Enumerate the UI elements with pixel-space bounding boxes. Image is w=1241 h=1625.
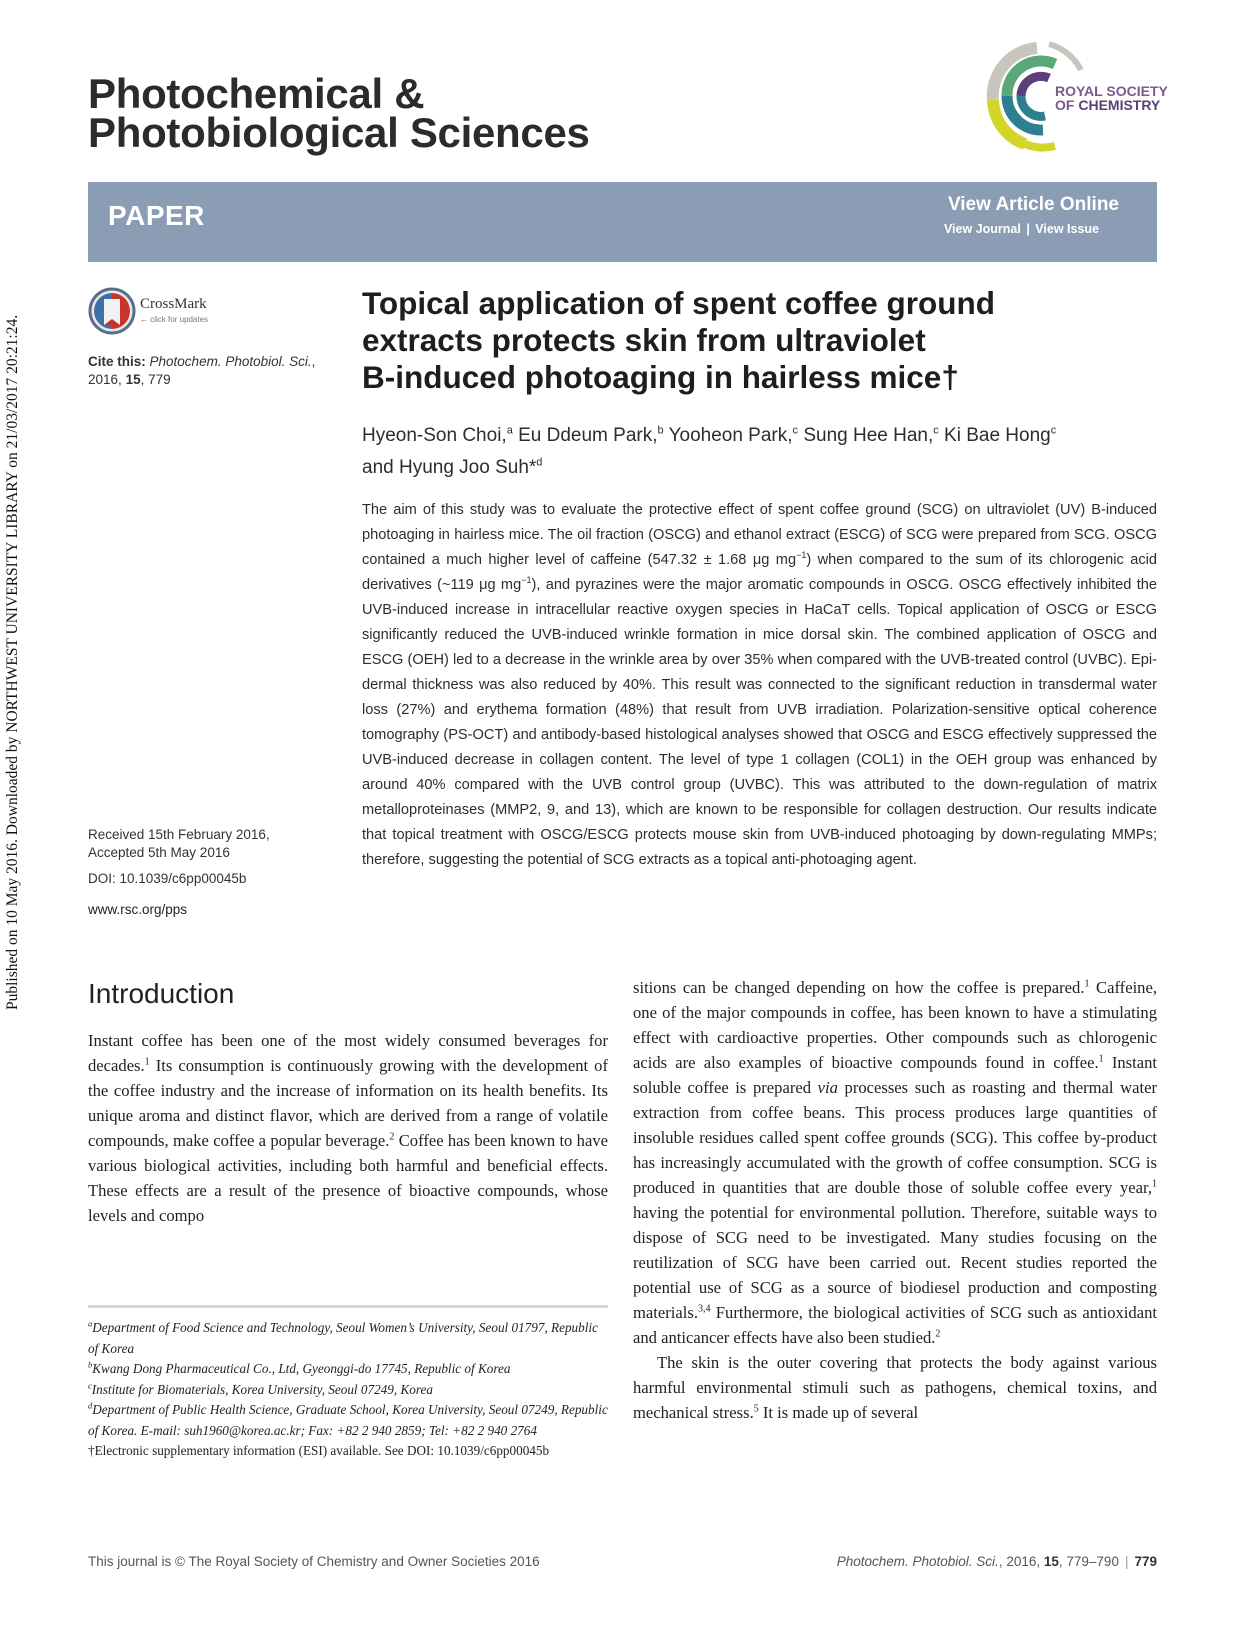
abstract-text-2: ) when compared to the sum of its chlorogenic acid derivatives (~119 μg mg — [362, 552, 1157, 593]
rsc-line-2 — [1055, 98, 1168, 112]
footnote-a: $^a$Department of Food Science and Technology, Seoul Women’s University, Seoul 01797, Republic of Korea — [88, 1318, 598, 1356]
abstract-sup-2: −1 — [521, 575, 532, 586]
rsc-line-1: ROYAL SOCIETY — [1055, 83, 1168, 99]
abstract — [362, 498, 1157, 873]
rsc-logo-text — [1055, 84, 1168, 112]
footer-year: , 2016, — [998, 1554, 1044, 1569]
view-journal-link[interactable]: View Journal — [943, 222, 1021, 236]
ref-link[interactable]: 1 — [1084, 978, 1090, 990]
author-5[interactable]: Ki Bae Hong$^c$ — [944, 425, 1057, 447]
view-links-separator: | — [1026, 222, 1030, 236]
abstract-sup-1: −1 — [796, 550, 807, 561]
footer-separator: | — [1124, 1554, 1129, 1569]
author-list — [362, 418, 1152, 481]
author-6[interactable]: and Hyung Joo Suh*$^d$ — [362, 456, 543, 478]
journal-title — [88, 70, 590, 156]
ref-link[interactable]: 2 — [935, 1328, 941, 1340]
article-title-line-2: extracts protects skin from ultraviolet — [362, 322, 926, 358]
download-stamp: Published on 10 May 2016. Downloaded by NORTHWEST UNIVERSITY LIBRARY on 21/03/2017 20:21:24. — [4, 314, 21, 1010]
footer-journal: Photochem. Photobiol. Sci. — [836, 1554, 999, 1569]
footer-volume: 15 — [1043, 1554, 1059, 1569]
affiliation-footnotes — [88, 1318, 608, 1462]
ref-link[interactable]: 1 — [144, 1056, 150, 1068]
intro-right-column — [633, 975, 1157, 1425]
cite-year: 2016, — [88, 372, 122, 387]
view-article-online-link[interactable]: View Article Online — [947, 194, 1119, 215]
ref-link[interactable]: 1 — [1152, 1178, 1157, 1190]
footnote-c: $^c$Institute for Biomaterials, Korea University, Seoul 07249, Korea — [88, 1380, 433, 1397]
footnote-divider — [88, 1305, 608, 1308]
intro-paragraph-1-cont: sitions can be changed depending on how the coffee is prepared.$^1$ Caffeine, one of the major compounds in coffee, has been known to have a stimulating effect with cardioactive properties. Other compounds such as chlorogenic acids are also examples of bioactive compounds found in coffee.$^1$ Instant soluble coffee is prepared via processes such as roasting and thermal water extraction from coffee beans. This process produces large quantities of insoluble residues called spent coffee grounds (SCG). This coffee by-product has increasingly accumulated with the growth of coffee consumption. SCG is produced in quantities that are double those of soluble coffee every year,$^1$ having the potential for environmental pollution. Therefore, suitable ways to dispose of SCG need to be investigated. Many studies focusing on the reutilization of SCG have been carried out. Recent studies reported the potential use of SCG as a source of biodiesel production and composting materials.$^{3,4}$ Furthermore, the biological activities of SCG such as antioxidant and anticancer effects have also been studied.$^2$ — [633, 978, 1157, 1347]
article-type-label: PAPER — [108, 200, 205, 231]
author-1[interactable]: Hyeon-Son Choi,$^a$ — [362, 425, 513, 447]
view-links — [944, 222, 1099, 236]
article-title — [362, 285, 1142, 396]
ref-link[interactable]: 3,4 — [697, 1303, 711, 1315]
citation-block: Cite this: Photochem. Photobiol. Sci., 2016, 15, 779 — [88, 354, 316, 387]
cite-page: 779 — [148, 372, 171, 387]
intro-paragraph-2: The skin is the outer covering that protects the body against various harmful environmental stimuli such as pathogens, chemical toxins, and mechanical stress.$^5$ It is made up of several — [633, 1353, 1157, 1422]
footnote-b: $^b$Kwang Dong Pharmaceutical Co., Ltd, Gyeonggi-do 17745, Republic of Korea — [88, 1359, 511, 1376]
article-title-line-3: B-induced photoaging in hairless mice — [362, 359, 942, 395]
footer-pages: , 779–790 — [1058, 1554, 1119, 1569]
footer-citation — [837, 1554, 1157, 1569]
author-2[interactable]: Eu Ddeum Park,$^b$ — [518, 425, 664, 447]
crossmark-sub-text: click for updates — [150, 315, 209, 324]
crossmark-icon — [88, 287, 136, 335]
journal-title-line-2: Photobiological Sciences — [88, 109, 590, 156]
cite-volume: 15 — [125, 372, 141, 387]
journal-title-line-1: Photochemical & — [88, 70, 425, 117]
crossmark-label: CrossMark — [140, 296, 207, 312]
introduction-heading: Introduction — [88, 978, 235, 1009]
intro-left-column — [88, 1028, 608, 1228]
esi-footnote: †Electronic supplementary information (ESI) available. See DOI: 10.1039/c6pp00045b — [88, 1443, 550, 1458]
rsc-line-2-word: CHEMISTRY — [1078, 97, 1161, 113]
article-dates — [88, 826, 348, 861]
cite-label: Cite this: — [88, 354, 146, 369]
intro-paragraph-1: Instant coffee has been one of the most widely consumed beverages for decades.$^1$ Its consumption is continuously growing with the development of the coffee industry and the increase of information on its health benefits. Its unique aroma and distinct flavor, which are derived from a range of volatile compounds, make coffee a popular beverage.$^2$ Coffee has been known to have various biological activities, including both harmful and beneficial effects. These effects are a result of the presence of bioactive compounds, whose levels and compo — [88, 1031, 608, 1225]
page-number: 779 — [1134, 1554, 1157, 1569]
footer-copyright: This journal is © The Royal Society of Chemistry and Owner Societies 2016 — [88, 1554, 540, 1569]
cite-journal: Photochem. Photobiol. Sci. — [149, 354, 312, 369]
footnote-d: $^d$Department of Public Health Science, Graduate School, Korea University, Seoul 07249, Republic of Korea. E-mail: suh1960@korea.ac.kr; Fax: +82 2 940 2859; Tel: +82 2 940 2764 — [88, 1400, 608, 1438]
author-4[interactable]: Sung Hee Han,$^c$ — [803, 425, 939, 447]
esi-dagger-link[interactable]: † — [941, 359, 959, 395]
crossmark-button[interactable] — [88, 287, 228, 339]
article-title-line-1: Topical application of spent coffee ground — [362, 285, 995, 321]
ref-link[interactable]: 5 — [753, 1403, 759, 1415]
article-type-banner — [88, 182, 1157, 262]
rsc-line-2-prefix: OF — [1055, 97, 1079, 113]
journal-website-link[interactable]: www.rsc.org/pps — [88, 902, 188, 917]
abstract-text-1: The aim of this study was to evaluate the protective effect of spent coffee ground (SCG) on ultraviolet (UV) B-induced photoaging in hairless mice. The oil fraction (OSCG) and ethanol extract (ESCG) of SCG were prepared from SCG. OSCG contained a much higher level of caffeine (547.32 ± 1.68 μg mg — [362, 502, 1157, 568]
ref-link[interactable]: 2 — [389, 1131, 395, 1143]
author-3[interactable]: Yooheon Park,$^c$ — [668, 425, 799, 447]
ref-link[interactable]: 1 — [1098, 1053, 1104, 1065]
abstract-text-3: ), and pyrazines were the major aromatic compounds in OSCG. OSCG effectively inhibited the UVB-induced increase in intracellular reactive oxygen species in HaCaT cells. Topical application of OSCG or ESCG significantly reduced the UVB-induced wrinkle formation in mice dorsal skin. The combined application of OSCG and ESCG (OEH) led to a decrease in the wrinkle area by over 35% when compared with the UVB-treated control (UVBC). Epidermal thickness was also reduced by 40%. This result was connected to the significant reduction in transdermal water loss (27%) and erythema formation (48%) that result from UVB irradiation. Polarization-sensitive optical coherence tomography (PS-OCT) and antibody-based histological analyses showed that OSCG and ESCG effectively suppressed the UVB-induced decrease in collagen content. The level of type 1 collagen (COL1) in the OEH group was enhanced by around 40% compared with the UVB control group (UVBC). This was attributed to the down-regulation of matrix metalloproteinases (MMP2, 9, and 13), which are known to be responsible for collagen destruction. Our results indicate that topical treatment with OSCG/ESCG protects mouse skin from UVB-induced photoaging by down-regulating MMPs; therefore, suggesting the potential of SCG extracts as a topical anti-photoaging agent. — [362, 577, 1157, 868]
view-issue-link[interactable]: View Issue — [1035, 222, 1099, 236]
article-doi[interactable]: DOI: 10.1039/c6pp00045b — [88, 871, 247, 886]
crossmark-sublabel — [140, 315, 208, 324]
crossmark-arrow-icon: ← — [140, 315, 148, 324]
accepted-date: Accepted 5th May 2016 — [88, 844, 230, 860]
received-date: Received 15th February 2016, — [88, 827, 270, 842]
